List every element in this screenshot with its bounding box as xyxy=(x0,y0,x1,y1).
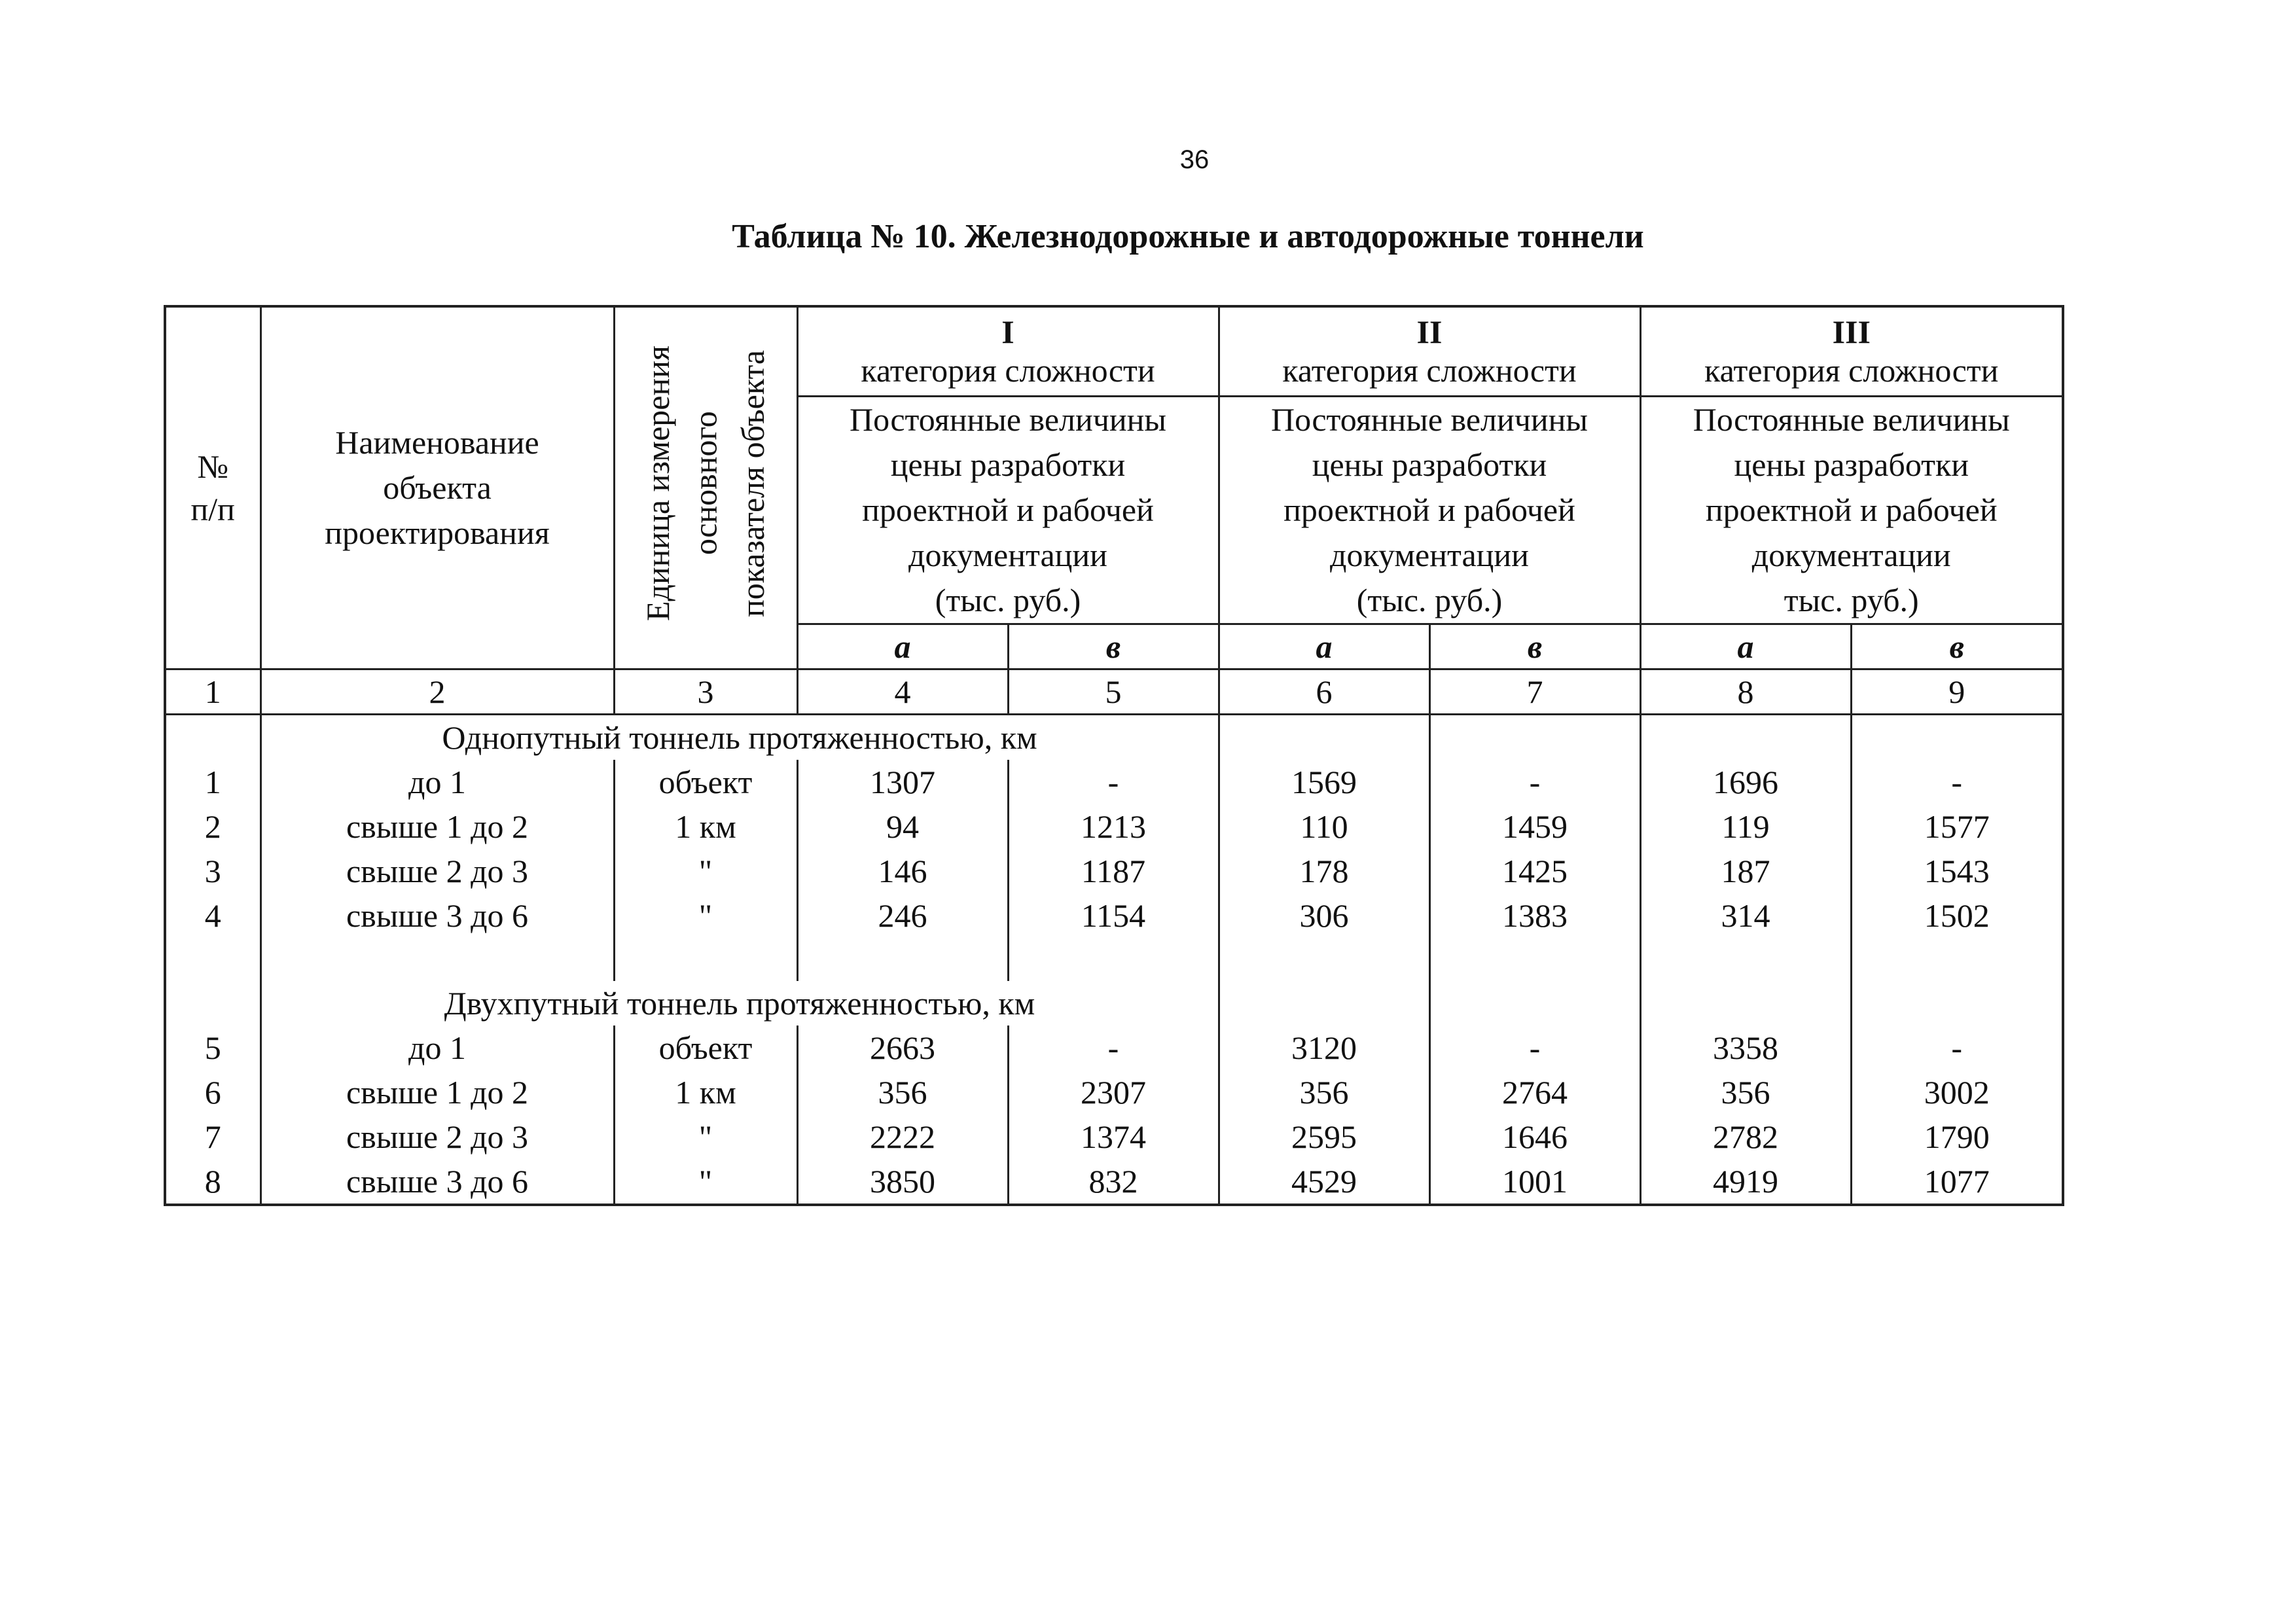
cat2-desc-line-5: (тыс. руб.) xyxy=(1356,582,1503,618)
cat3-b-value: 1577 xyxy=(1851,804,2063,849)
cat2-desc-line-2: цены разработки xyxy=(1312,446,1547,483)
row-number: 8 xyxy=(165,1159,260,1205)
header-no xyxy=(165,306,260,669)
header-name-line-2: объекта xyxy=(383,469,492,506)
cat3-b-value: 1543 xyxy=(1851,849,2063,893)
category-1-label: категория сложности xyxy=(861,352,1155,389)
cat2-b-value: 2764 xyxy=(1429,1070,1640,1115)
cat1-a-value: 94 xyxy=(797,804,1008,849)
group-empty-cell xyxy=(1640,981,1851,1026)
header-no-symbol: № xyxy=(197,448,229,485)
cat1-desc-line-5: (тыс. руб.) xyxy=(935,582,1081,618)
cat3-a-value: 119 xyxy=(1640,804,1851,849)
category-1-description xyxy=(797,397,1219,624)
spacer-cell xyxy=(1851,938,2063,981)
category-3-label: категория сложности xyxy=(1704,352,1999,389)
column-number: 5 xyxy=(1008,669,1219,715)
cat3-b-value: - xyxy=(1851,1026,2063,1070)
row-unit: 1 км xyxy=(614,804,797,849)
cat2-a-value: 2595 xyxy=(1219,1115,1429,1159)
header-name-line-3: проектирования xyxy=(325,514,550,551)
column-number: 8 xyxy=(1640,669,1851,715)
group-title-row xyxy=(165,981,2063,1026)
spacer-cell xyxy=(797,938,1008,981)
cat1-b-value: 2307 xyxy=(1008,1070,1219,1115)
cat3-a-value: 3358 xyxy=(1640,1026,1851,1070)
cat1-b-value: - xyxy=(1008,1026,1219,1070)
page-number: 36 xyxy=(1179,145,1210,174)
table-row xyxy=(165,1115,2063,1159)
row-object-name: свыше 1 до 2 xyxy=(260,804,614,849)
cat1-a-value: 146 xyxy=(797,849,1008,893)
spacer-cell xyxy=(260,938,614,981)
group-empty-cell xyxy=(1640,715,1851,760)
group-no-empty xyxy=(165,981,260,1026)
row-unit: " xyxy=(614,893,797,938)
cat2-a-value: 356 xyxy=(1219,1070,1429,1115)
table-body xyxy=(165,715,2063,1205)
row-object-name: свыше 3 до 6 xyxy=(260,893,614,938)
cat2-a-value: 178 xyxy=(1219,849,1429,893)
column-number: 6 xyxy=(1219,669,1429,715)
cat1-a-value: 356 xyxy=(797,1070,1008,1115)
cat2-b-value: 1459 xyxy=(1429,804,1640,849)
row-unit: 1 км xyxy=(614,1070,797,1115)
row-object-name: до 1 xyxy=(260,760,614,804)
cat3-desc-line-5: тыс. руб.) xyxy=(1784,582,1919,618)
column-number: 3 xyxy=(614,669,797,715)
cat2-a-value: 306 xyxy=(1219,893,1429,938)
header-unit-line-1: Единица измерения xyxy=(639,346,677,622)
row-object-name: свыше 1 до 2 xyxy=(260,1070,614,1115)
cat2-a-value: 4529 xyxy=(1219,1159,1429,1205)
cat1-a-value: 2663 xyxy=(797,1026,1008,1070)
row-unit: " xyxy=(614,1159,797,1205)
cat3-desc-line-2: цены разработки xyxy=(1734,446,1969,483)
cat2-desc-line-4: документации xyxy=(1330,537,1529,573)
cat2-b-value: 1001 xyxy=(1429,1159,1640,1205)
spacer-cell xyxy=(1219,938,1429,981)
cat1-b-value: 1154 xyxy=(1008,893,1219,938)
cat1-desc-line-1: Постоянные величины xyxy=(849,401,1167,438)
category-1-roman: I xyxy=(1001,313,1014,350)
row-number: 7 xyxy=(165,1115,260,1159)
row-unit: " xyxy=(614,1115,797,1159)
header-name-line-1: Наименование xyxy=(335,424,539,461)
cat3-a-value: 2782 xyxy=(1640,1115,1851,1159)
cat3-desc-line-4: документации xyxy=(1751,537,1951,573)
row-unit: объект xyxy=(614,760,797,804)
cat2-desc-line-3: проектной и рабочей xyxy=(1283,491,1575,528)
cat2-b-value: 1646 xyxy=(1429,1115,1640,1159)
cat3-desc-line-3: проектной и рабочей xyxy=(1705,491,1998,528)
category-1-header xyxy=(797,306,1219,397)
group-empty-cell xyxy=(1851,715,2063,760)
group-empty-cell xyxy=(1851,981,2063,1026)
cat3-a-value: 187 xyxy=(1640,849,1851,893)
table-row xyxy=(165,760,2063,804)
group-title: Двухпутный тоннель протяженностью, км xyxy=(260,981,1219,1026)
group-empty-cell xyxy=(1219,715,1429,760)
spacer-cell xyxy=(165,938,260,981)
cat2-b-value: - xyxy=(1429,1026,1640,1070)
cat3-b-value: 3002 xyxy=(1851,1070,2063,1115)
table-title: Таблица № 10. Железнодорожные и автодорожные тоннели xyxy=(732,218,1644,255)
cat3-a-value: 4919 xyxy=(1640,1159,1851,1205)
cat1-b-value: 832 xyxy=(1008,1159,1219,1205)
cat1-a-value: 3850 xyxy=(797,1159,1008,1205)
cat1-a-value: 1307 xyxy=(797,760,1008,804)
row-number: 2 xyxy=(165,804,260,849)
row-object-name: до 1 xyxy=(260,1026,614,1070)
cat3-b-value: 1502 xyxy=(1851,893,2063,938)
header-unit-vertical xyxy=(634,346,777,621)
spacer-cell xyxy=(614,938,797,981)
category-2-header xyxy=(1219,306,1640,397)
cat3-a-value: 314 xyxy=(1640,893,1851,938)
row-unit: объект xyxy=(614,1026,797,1070)
cat3-sub-a: а xyxy=(1640,624,1851,669)
cat2-b-value: 1383 xyxy=(1429,893,1640,938)
group-empty-cell xyxy=(1429,715,1640,760)
column-number: 1 xyxy=(165,669,260,715)
cat1-desc-line-4: документации xyxy=(908,537,1107,573)
table-row xyxy=(165,893,2063,938)
table-row xyxy=(165,1026,2063,1070)
cat2-sub-b: в xyxy=(1429,624,1640,669)
column-number: 9 xyxy=(1851,669,2063,715)
cat2-b-value: 1425 xyxy=(1429,849,1640,893)
cat1-sub-a: а xyxy=(797,624,1008,669)
cat1-b-value: 1374 xyxy=(1008,1115,1219,1159)
table-row xyxy=(165,804,2063,849)
column-number: 4 xyxy=(797,669,1008,715)
column-number: 7 xyxy=(1429,669,1640,715)
table-row xyxy=(165,1070,2063,1115)
cat3-sub-b: в xyxy=(1851,624,2063,669)
cat1-desc-line-2: цены разработки xyxy=(890,446,1126,483)
cat2-a-value: 1569 xyxy=(1219,760,1429,804)
header-unit-line-2: основного xyxy=(687,412,724,556)
category-2-roman: II xyxy=(1416,313,1443,350)
row-number: 4 xyxy=(165,893,260,938)
row-number: 5 xyxy=(165,1026,260,1070)
cat3-b-value: - xyxy=(1851,760,2063,804)
cat2-desc-line-1: Постоянные величины xyxy=(1270,401,1588,438)
cat1-b-value: 1187 xyxy=(1008,849,1219,893)
row-unit: " xyxy=(614,849,797,893)
group-spacer-row xyxy=(165,938,2063,981)
cat1-sub-b: в xyxy=(1008,624,1219,669)
cat1-b-value: 1213 xyxy=(1008,804,1219,849)
cat3-desc-line-1: Постоянные величины xyxy=(1693,401,2010,438)
table-row xyxy=(165,1159,2063,1205)
spacer-cell xyxy=(1640,938,1851,981)
column-number: 2 xyxy=(260,669,614,715)
cat3-b-value: 1790 xyxy=(1851,1115,2063,1159)
category-2-label: категория сложности xyxy=(1282,352,1577,389)
cat1-b-value: - xyxy=(1008,760,1219,804)
cat1-a-value: 2222 xyxy=(797,1115,1008,1159)
spacer-cell xyxy=(1008,938,1219,981)
group-empty-cell xyxy=(1429,981,1640,1026)
category-3-roman: III xyxy=(1832,313,1871,350)
header-unit-line-3: показателя объекта xyxy=(734,349,772,618)
group-empty-cell xyxy=(1219,981,1429,1026)
header-object-name xyxy=(260,306,614,669)
row-object-name: свыше 3 до 6 xyxy=(260,1159,614,1205)
group-title-row xyxy=(165,715,2063,760)
header-category-row xyxy=(165,306,2063,397)
column-number-row xyxy=(165,669,2063,715)
row-object-name: свыше 2 до 3 xyxy=(260,849,614,893)
table-row xyxy=(165,849,2063,893)
cat2-a-value: 3120 xyxy=(1219,1026,1429,1070)
cat3-b-value: 1077 xyxy=(1851,1159,2063,1205)
tunnels-price-table xyxy=(164,305,2064,1206)
cat1-desc-line-3: проектной и рабочей xyxy=(862,491,1154,528)
cat2-b-value: - xyxy=(1429,760,1640,804)
group-no-empty xyxy=(165,715,260,760)
group-title: Однопутный тоннель протяженностью, км xyxy=(260,715,1219,760)
row-number: 6 xyxy=(165,1070,260,1115)
cat2-a-value: 110 xyxy=(1219,804,1429,849)
category-2-description xyxy=(1219,397,1640,624)
spacer-cell xyxy=(1429,938,1640,981)
row-object-name: свыше 2 до 3 xyxy=(260,1115,614,1159)
cat1-a-value: 246 xyxy=(797,893,1008,938)
row-number: 1 xyxy=(165,760,260,804)
cat3-a-value: 1696 xyxy=(1640,760,1851,804)
cat2-sub-a: а xyxy=(1219,624,1429,669)
cat3-a-value: 356 xyxy=(1640,1070,1851,1115)
header-unit xyxy=(614,306,797,669)
header-no-pp: п/п xyxy=(190,490,235,527)
category-3-description xyxy=(1640,397,2063,624)
row-number: 3 xyxy=(165,849,260,893)
category-3-header xyxy=(1640,306,2063,397)
